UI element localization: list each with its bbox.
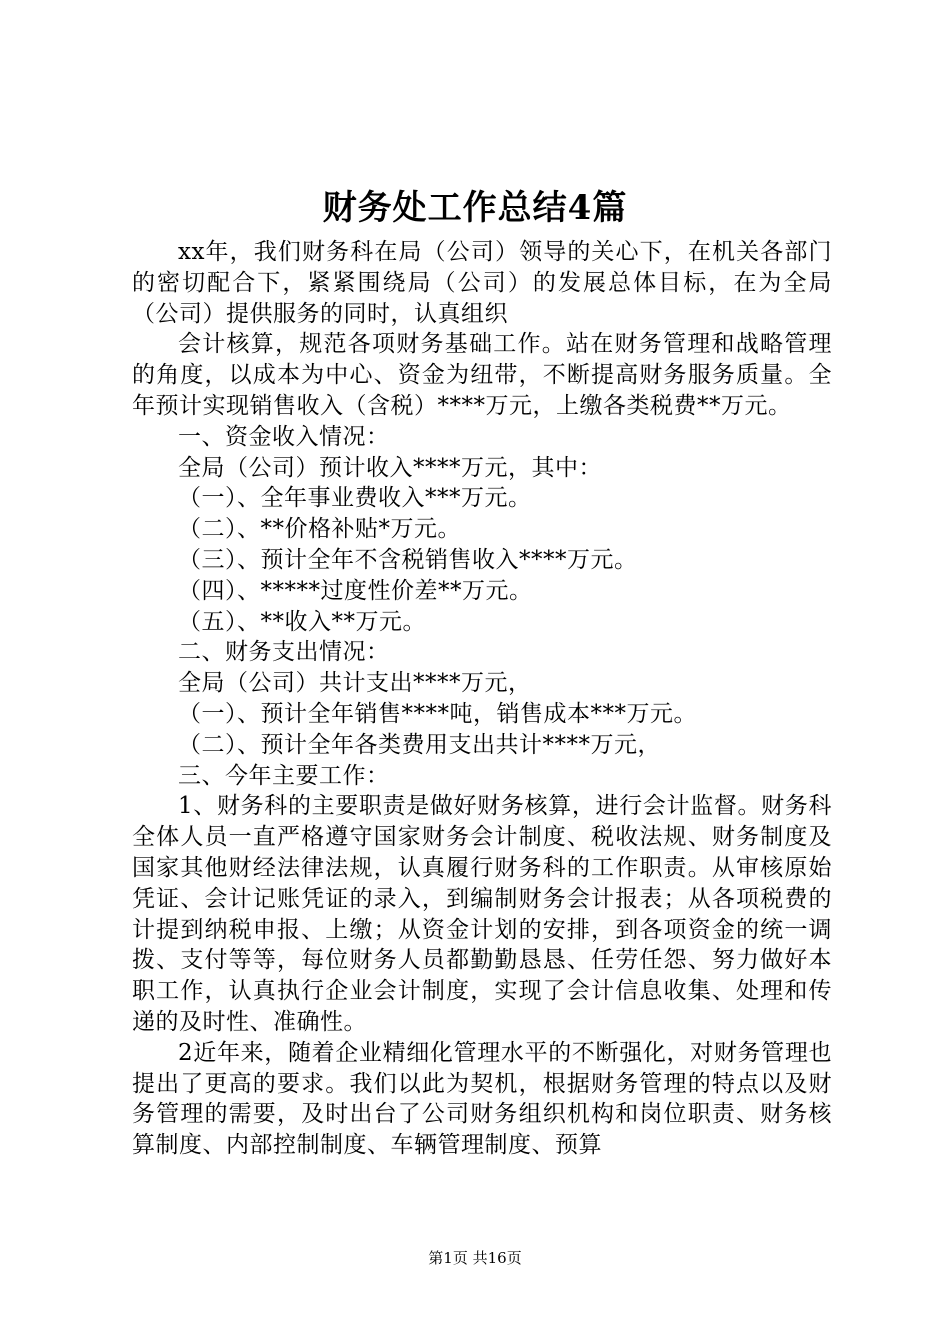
paragraph: 2近年来，随着企业精细化管理水平的不断强化，对财务管理也提出了更高的要求。我们以此为契机，根据财务管理的特点以及财务管理的需要，及时出台了公司财务组织机构和岗位职责、财务核算制度、内部控制制度、车辆管理制度、预算 [132,1039,832,1159]
list-item: （四）、*****过度性价差**万元。 [178,577,533,604]
section-heading: 一、资金收入情况： [178,423,390,450]
list-item: （三）、预计全年不含税销售收入****万元。 [178,546,638,573]
list-item: （二）、**价格补贴*万元。 [178,516,461,543]
list-item: （一）、预计全年销售****吨，销售成本***万元。 [178,700,697,727]
paragraph: 全局（公司）预计收入****万元，其中： [178,454,602,481]
page-title: 财务处工作总结4篇 [322,188,628,228]
document-body [132,237,832,1161]
section-heading: 三、今年主要工作： [178,762,390,789]
paragraph: xx年，我们财务科在局（公司）领导的关心下，在机关各部门的密切配合下，紧紧围绕局（公司）的发展总体目标，在为全局（公司）提供服务的同时，认真组织 [132,239,832,327]
paragraph: 1、财务科的主要职责是做好财务核算，进行会计监督。财务科全体人员一直严格遵守国家财务会计制度、税收法规、财务制度及国家其他财经法律法规，认真履行财务科的工作职责。从审核原始凭证、会计记账凭证的录入，到编制财务会计报表；从各项税费的计提到纳税申报、上缴；从资金计划的安排，到各项资金的统一调拨、支付等等，每位财务人员都勤勤恳恳、任劳任怨、努力做好本职工作，认真执行企业会计制度，实现了会计信息收集、处理和传递的及时性、准确性。 [132,793,832,1035]
section-heading: 二、财务支出情况： [178,639,390,666]
list-item: （一）、全年事业费收入***万元。 [178,485,532,512]
paragraph: 全局（公司）共计支出****万元， [178,670,532,697]
paragraph: 会计核算，规范各项财务基础工作。站在财务管理和战略管理的角度，以成本为中心、资金为纽带，不断提高财务服务质量。全年预计实现销售收入（含税）****万元，上缴各类税费**万元。 [132,331,832,419]
list-item: （五）、**收入**万元。 [178,608,426,635]
list-item: （二）、预计全年各类费用支出共计****万元， [178,731,661,758]
page-footer: 第1页 共16页 [428,1249,522,1267]
